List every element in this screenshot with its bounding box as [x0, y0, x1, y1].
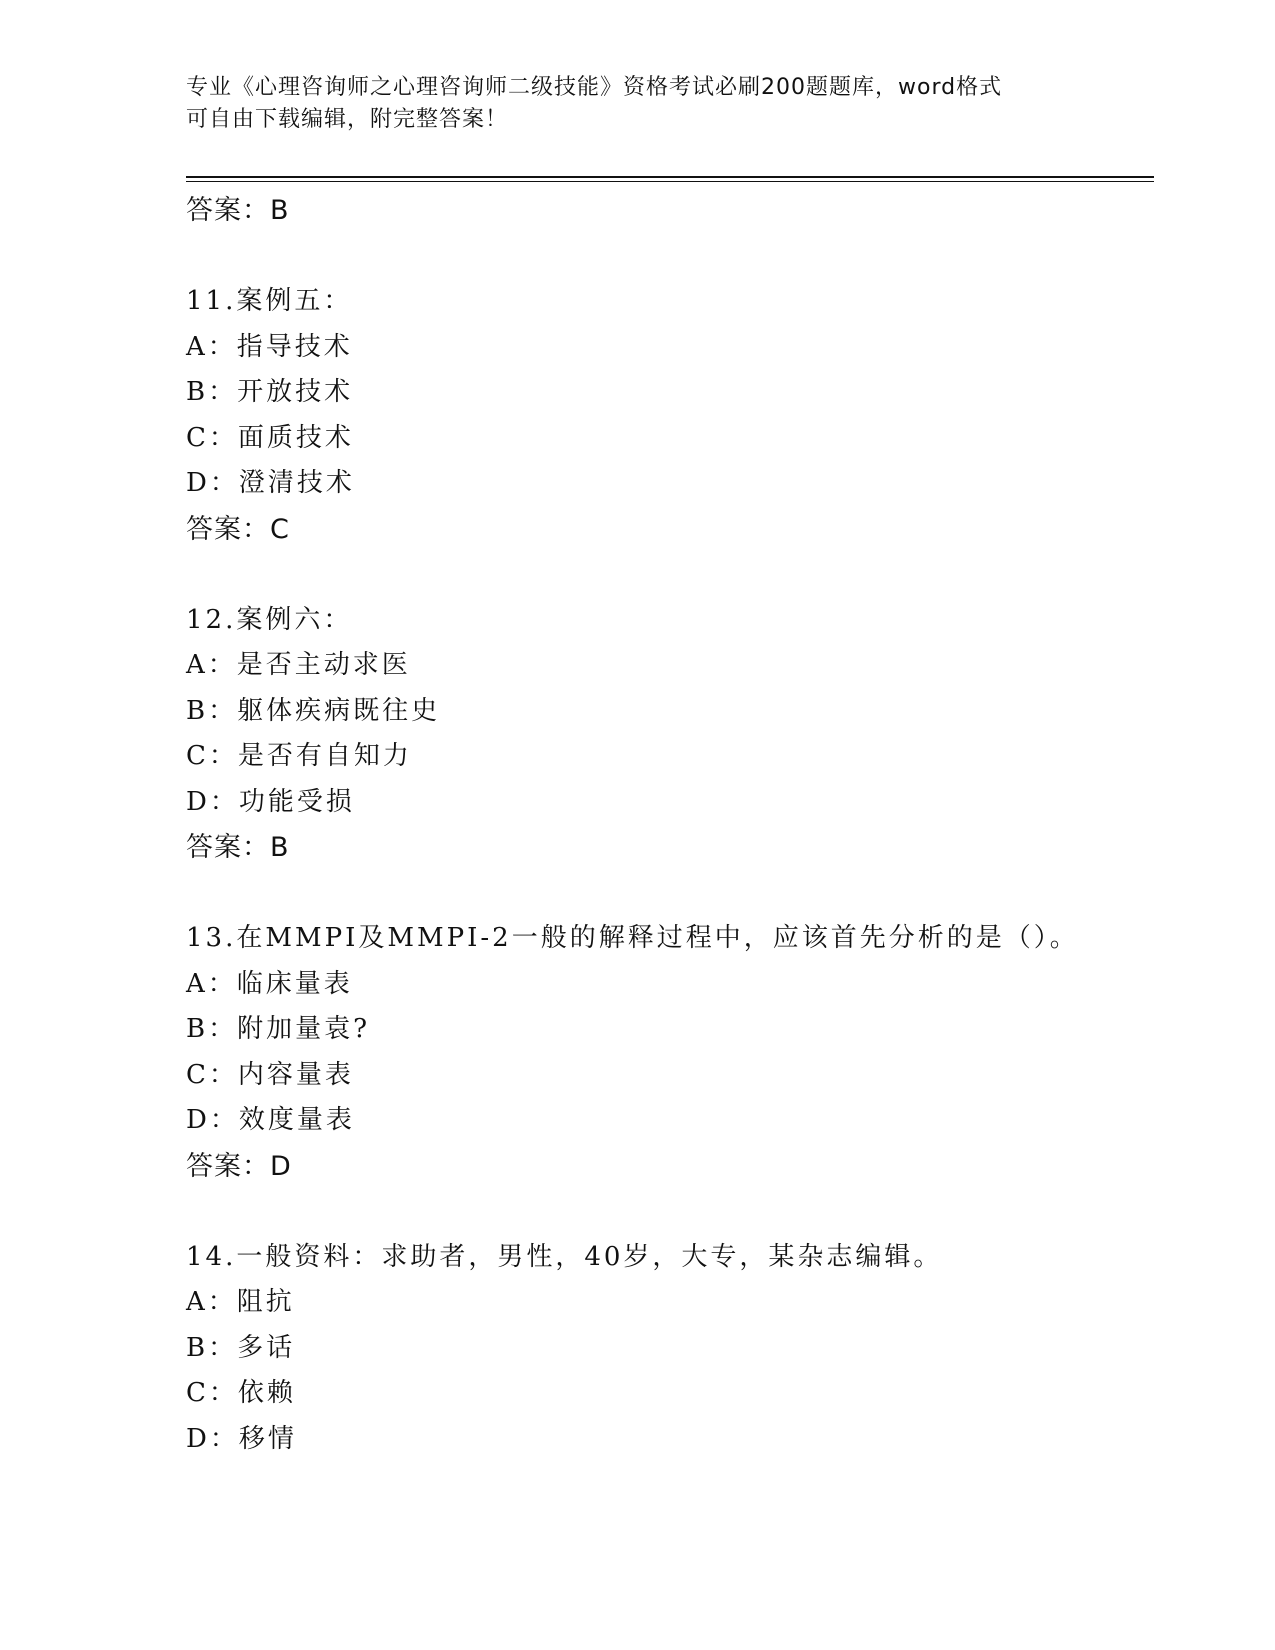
spacer: [186, 234, 1154, 280]
option-d: D：移情: [186, 1423, 297, 1454]
option-b: B：躯体疾病既往史: [186, 695, 441, 726]
header-line-2: 可自由下载编辑，附完整答案！: [186, 107, 509, 132]
answer-line: 答案：D: [186, 1150, 292, 1182]
option-a: A：是否主动求医: [186, 650, 411, 680]
question-13: [186, 916, 1154, 1189]
question-12: [186, 598, 1154, 871]
question-stem: 12.案例六：: [186, 604, 353, 635]
question-11: [186, 279, 1154, 552]
answer-line: 答案：B: [186, 195, 290, 226]
option-a: A：指导技术: [186, 331, 353, 362]
option-b: B：多话: [186, 1332, 296, 1363]
option-b: B：附加量袁?: [186, 1014, 371, 1044]
question-list: [186, 188, 1154, 1462]
option-a: A：临床量表: [186, 968, 353, 999]
option-b: B：开放技术: [186, 377, 354, 407]
answer-line: 答案：C: [186, 513, 290, 545]
question-stem: 11.案例五：: [186, 286, 353, 316]
option-c: C：是否有自知力: [186, 741, 412, 771]
spacer: [186, 552, 1154, 598]
document-header: [186, 72, 1086, 136]
spacer: [186, 871, 1154, 917]
header-divider-thick: [186, 176, 1154, 178]
header-line-1: 专业《心理咨询师之心理咨询师二级技能》资格考试必刷200题题库，word格式: [186, 75, 1003, 100]
question-14: [186, 1235, 1154, 1463]
option-c: C：依赖: [186, 1378, 296, 1408]
option-a: A：阻抗: [186, 1287, 295, 1317]
option-c: C：内容量表: [186, 1059, 354, 1090]
option-d: D：澄清技术: [186, 468, 355, 498]
option-c: C：面质技术: [186, 422, 354, 453]
option-d: D：效度量表: [186, 1105, 355, 1135]
answer-line: 答案：B: [186, 832, 290, 863]
option-d: D：功能受损: [186, 786, 355, 817]
header-divider-thin: [186, 181, 1154, 182]
spacer: [186, 1189, 1154, 1235]
question-stem: 14.一般资料：求助者，男性，40岁，大专，某杂志编辑。: [186, 1241, 943, 1272]
question-stem: 13.在MMPI及MMPI-2一般的解释过程中，应该首先分析的是（）。: [186, 923, 1079, 953]
